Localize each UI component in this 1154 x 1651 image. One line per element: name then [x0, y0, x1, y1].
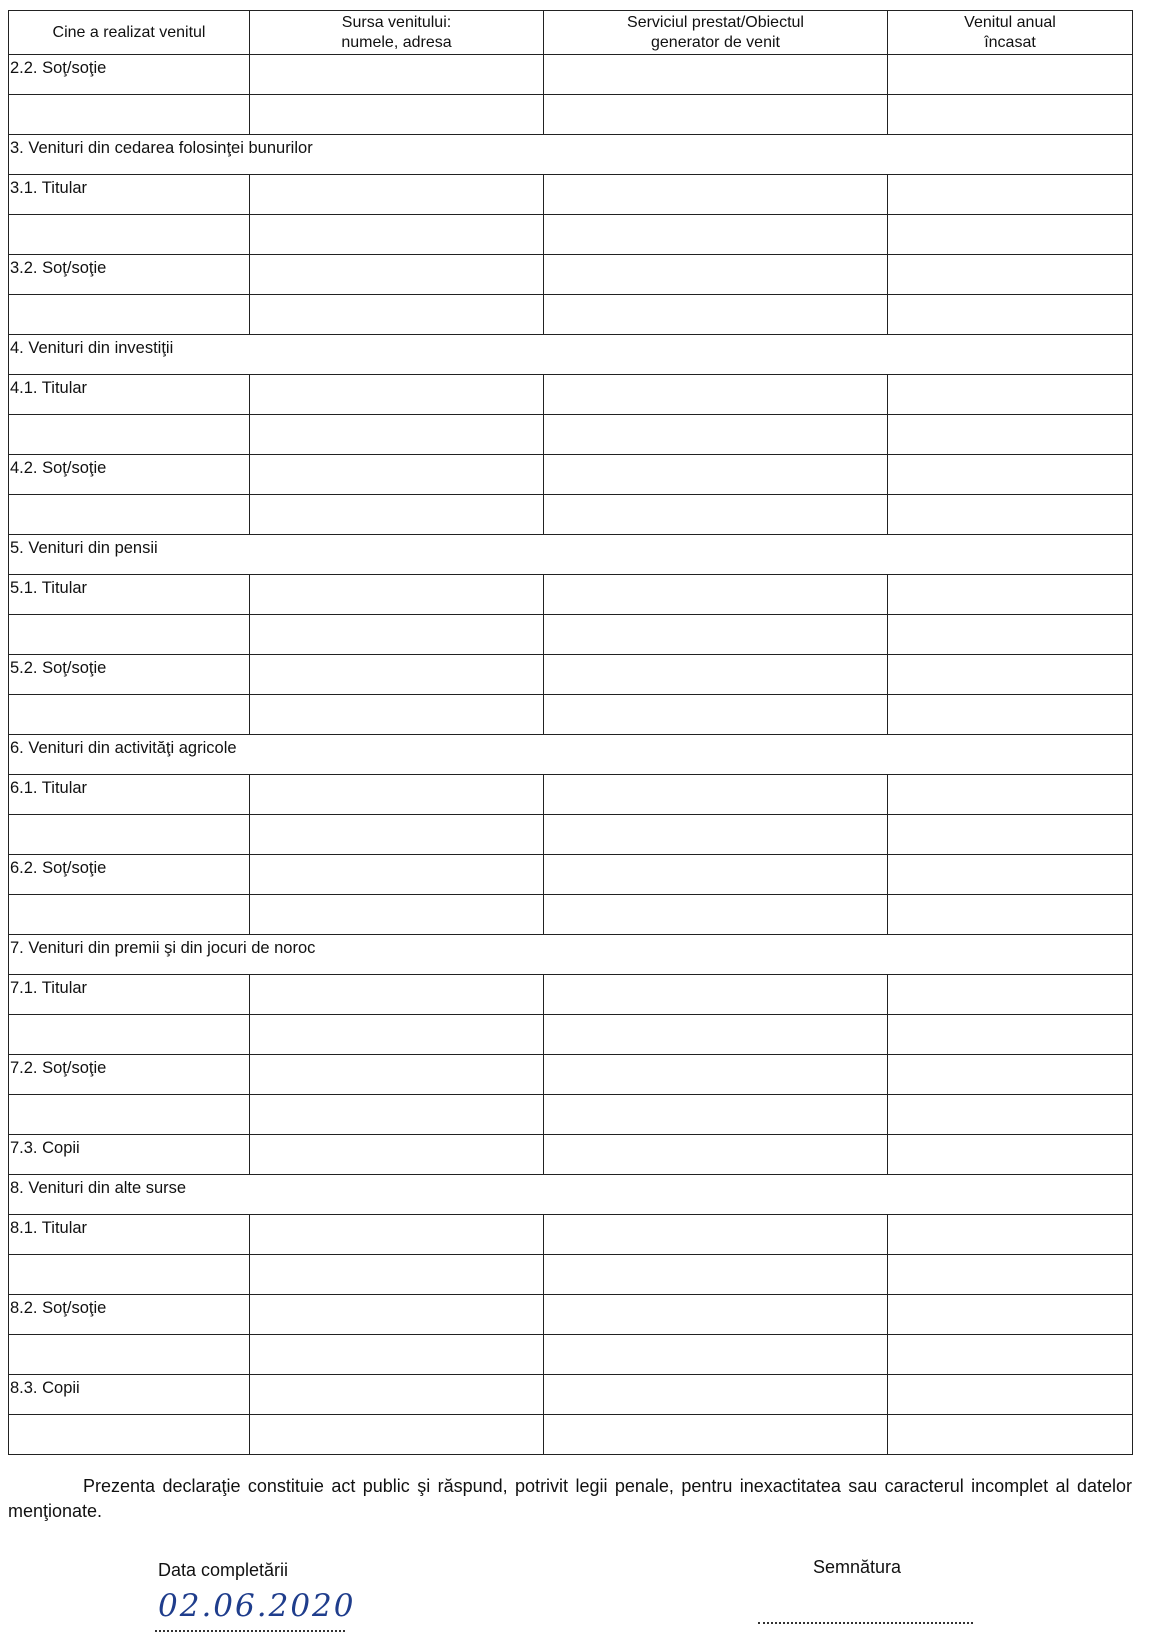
table-row-blank [9, 495, 1133, 535]
section-label: 3. Venituri din cedarea folosinţei bunurilor [10, 139, 313, 157]
cell-who [9, 1015, 250, 1055]
cell-source [250, 855, 544, 895]
cell-source [250, 1055, 544, 1095]
table-header-row [9, 11, 1133, 55]
section-label: 8. Venituri din alte surse [10, 1179, 187, 1197]
section-row [9, 535, 1133, 575]
row-label: 6.2. Soţ/soţie [10, 859, 107, 877]
cell-source [250, 415, 544, 455]
cell-service [544, 1335, 888, 1375]
row-label: 8.2. Soţ/soţie [10, 1299, 107, 1317]
table-row-blank [9, 1415, 1133, 1455]
section-row [9, 735, 1133, 775]
cell-who [9, 975, 250, 1015]
cell-annual-income [888, 775, 1133, 815]
table-row [9, 975, 1133, 1015]
cell-annual-income [888, 375, 1133, 415]
cell-annual-income [888, 55, 1133, 95]
section-row [9, 935, 1133, 975]
table-row-blank [9, 895, 1133, 935]
table-row [9, 375, 1133, 415]
row-label: 6.1. Titular [10, 779, 88, 797]
income-declaration-sheet [8, 10, 1132, 1455]
table-row-blank [9, 95, 1133, 135]
cell-annual-income [888, 1135, 1133, 1175]
cell-who [9, 175, 250, 215]
table-row [9, 775, 1133, 815]
cell-service [544, 175, 888, 215]
cell-who [9, 695, 250, 735]
cell-source [250, 1295, 544, 1335]
cell-annual-income [888, 295, 1133, 335]
cell-who [9, 1135, 250, 1175]
cell-annual-income [888, 815, 1133, 855]
table-row-blank [9, 615, 1133, 655]
cell-annual-income [888, 615, 1133, 655]
cell-service [544, 215, 888, 255]
table-row [9, 1135, 1133, 1175]
cell-who [9, 655, 250, 695]
row-label: 8.1. Titular [10, 1219, 88, 1237]
section-label: 6. Venituri din activităţi agricole [10, 739, 237, 757]
row-label: 3.2. Soţ/soţie [10, 259, 107, 277]
cell-source [250, 1095, 544, 1135]
cell-service [544, 615, 888, 655]
cell-source [250, 95, 544, 135]
signature-dotted-line [758, 1622, 973, 1624]
cell-annual-income [888, 695, 1133, 735]
cell-source [250, 695, 544, 735]
cell-who [9, 855, 250, 895]
cell-who [9, 1095, 250, 1135]
declaration-statement [8, 1474, 1132, 1524]
table-row-blank [9, 415, 1133, 455]
table-row-blank [9, 1015, 1133, 1055]
cell-annual-income [888, 495, 1133, 535]
table-row [9, 855, 1133, 895]
row-label: 3.1. Titular [10, 179, 88, 197]
row-label: 5.2. Soţ/soţie [10, 659, 107, 677]
section-cell [9, 935, 1133, 975]
cell-service [544, 1255, 888, 1295]
date-label: Data completării [158, 1560, 289, 1580]
cell-source [250, 1375, 544, 1415]
cell-who [9, 415, 250, 455]
cell-who [9, 1295, 250, 1335]
section-row [9, 135, 1133, 175]
cell-who [9, 1415, 250, 1455]
cell-source [250, 295, 544, 335]
cell-annual-income [888, 1215, 1133, 1255]
cell-annual-income [888, 1335, 1133, 1375]
table-row [9, 575, 1133, 615]
cell-annual-income [888, 975, 1133, 1015]
cell-source [250, 255, 544, 295]
cell-who [9, 1255, 250, 1295]
cell-annual-income [888, 1255, 1133, 1295]
cell-source [250, 495, 544, 535]
section-row [9, 1175, 1133, 1215]
cell-service [544, 455, 888, 495]
table-body [9, 55, 1133, 1455]
cell-annual-income [888, 575, 1133, 615]
date-value-handwritten: 02.06.2020 [158, 1588, 356, 1624]
section-cell [9, 535, 1133, 575]
cell-who [9, 1335, 250, 1375]
cell-service [544, 975, 888, 1015]
table-row-blank [9, 1335, 1133, 1375]
cell-service [544, 55, 888, 95]
cell-source [250, 375, 544, 415]
cell-who [9, 775, 250, 815]
cell-service [544, 295, 888, 335]
cell-service [544, 775, 888, 815]
table-row-blank [9, 815, 1133, 855]
cell-service [544, 1135, 888, 1175]
table-row [9, 1295, 1133, 1335]
cell-who [9, 375, 250, 415]
cell-source [250, 655, 544, 695]
cell-source [250, 1215, 544, 1255]
cell-service [544, 415, 888, 455]
cell-service [544, 495, 888, 535]
table-row-blank [9, 695, 1133, 735]
section-row [9, 335, 1133, 375]
table-row [9, 55, 1133, 95]
cell-service [544, 855, 888, 895]
row-label: 7.1. Titular [10, 979, 88, 997]
section-cell [9, 135, 1133, 175]
cell-service [544, 1415, 888, 1455]
section-label: 4. Venituri din investiţii [10, 339, 174, 357]
cell-service [544, 695, 888, 735]
cell-annual-income [888, 1015, 1133, 1055]
row-label: 7.2. Soţ/soţie [10, 1059, 107, 1077]
cell-annual-income [888, 1375, 1133, 1415]
cell-source [250, 895, 544, 935]
table-row [9, 1215, 1133, 1255]
cell-annual-income [888, 95, 1133, 135]
cell-annual-income [888, 255, 1133, 295]
cell-source [250, 55, 544, 95]
row-label: 4.1. Titular [10, 379, 88, 397]
cell-service [544, 655, 888, 695]
cell-who [9, 295, 250, 335]
cell-who [9, 615, 250, 655]
table-row-blank [9, 1095, 1133, 1135]
cell-annual-income [888, 1055, 1133, 1095]
cell-service [544, 1215, 888, 1255]
section-cell [9, 335, 1133, 375]
cell-annual-income [888, 1295, 1133, 1335]
table-row-blank [9, 1255, 1133, 1295]
section-cell [9, 735, 1133, 775]
header-cell-service: Serviciul prestat/Obiectul generator de venit [544, 11, 888, 55]
cell-service [544, 895, 888, 935]
table-row [9, 1055, 1133, 1095]
cell-service [544, 95, 888, 135]
cell-service [544, 815, 888, 855]
cell-annual-income [888, 1415, 1133, 1455]
cell-who [9, 1375, 250, 1415]
declaration-text: Prezenta declaraţie constituie act public şi răspund, potrivit legii penale, pentru inexactitatea sau caracterul incomplet al datelor menţionate. [8, 1476, 1132, 1522]
table-row [9, 255, 1133, 295]
cell-who [9, 1215, 250, 1255]
cell-source [250, 1335, 544, 1375]
table-row [9, 455, 1133, 495]
cell-source [250, 1415, 544, 1455]
section-cell [9, 1175, 1133, 1215]
cell-source [250, 175, 544, 215]
cell-source [250, 775, 544, 815]
income-table [8, 10, 1133, 1455]
cell-service [544, 1055, 888, 1095]
cell-service [544, 1375, 888, 1415]
cell-who [9, 255, 250, 295]
cell-annual-income [888, 455, 1133, 495]
cell-annual-income [888, 215, 1133, 255]
cell-annual-income [888, 1095, 1133, 1135]
cell-who [9, 1055, 250, 1095]
cell-who [9, 55, 250, 95]
section-label: 5. Venituri din pensii [10, 539, 158, 557]
cell-service [544, 1295, 888, 1335]
cell-source [250, 815, 544, 855]
header-cell-annual-income: Venitul anual încasat [888, 11, 1133, 55]
table-row-blank [9, 215, 1133, 255]
cell-who [9, 95, 250, 135]
cell-who [9, 215, 250, 255]
cell-service [544, 1095, 888, 1135]
date-dotted-line [155, 1630, 345, 1632]
cell-source [250, 1135, 544, 1175]
header-cell-who: Cine a realizat venitul [9, 11, 250, 55]
row-label: 7.3. Copii [10, 1139, 80, 1157]
signature-label: Semnătura [813, 1557, 902, 1577]
cell-annual-income [888, 855, 1133, 895]
table-row [9, 655, 1133, 695]
cell-annual-income [888, 655, 1133, 695]
cell-service [544, 255, 888, 295]
row-label: 8.3. Copii [10, 1379, 80, 1397]
cell-source [250, 215, 544, 255]
row-label: 2.2. Soţ/soţie [10, 59, 107, 77]
cell-who [9, 895, 250, 935]
cell-source [250, 575, 544, 615]
row-label: 4.2. Soţ/soţie [10, 459, 107, 477]
cell-service [544, 575, 888, 615]
section-label: 7. Venituri din premii şi din jocuri de noroc [10, 939, 316, 957]
table-row [9, 1375, 1133, 1415]
cell-who [9, 455, 250, 495]
cell-service [544, 375, 888, 415]
cell-who [9, 575, 250, 615]
cell-source [250, 455, 544, 495]
cell-source [250, 975, 544, 1015]
cell-who [9, 815, 250, 855]
cell-annual-income [888, 415, 1133, 455]
cell-source [250, 615, 544, 655]
row-label: 5.1. Titular [10, 579, 88, 597]
header-cell-source: Sursa venitului: numele, adresa [250, 11, 544, 55]
table-row [9, 175, 1133, 215]
cell-annual-income [888, 175, 1133, 215]
cell-annual-income [888, 895, 1133, 935]
cell-who [9, 495, 250, 535]
cell-service [544, 1015, 888, 1055]
table-row-blank [9, 295, 1133, 335]
cell-source [250, 1255, 544, 1295]
cell-source [250, 1015, 544, 1055]
